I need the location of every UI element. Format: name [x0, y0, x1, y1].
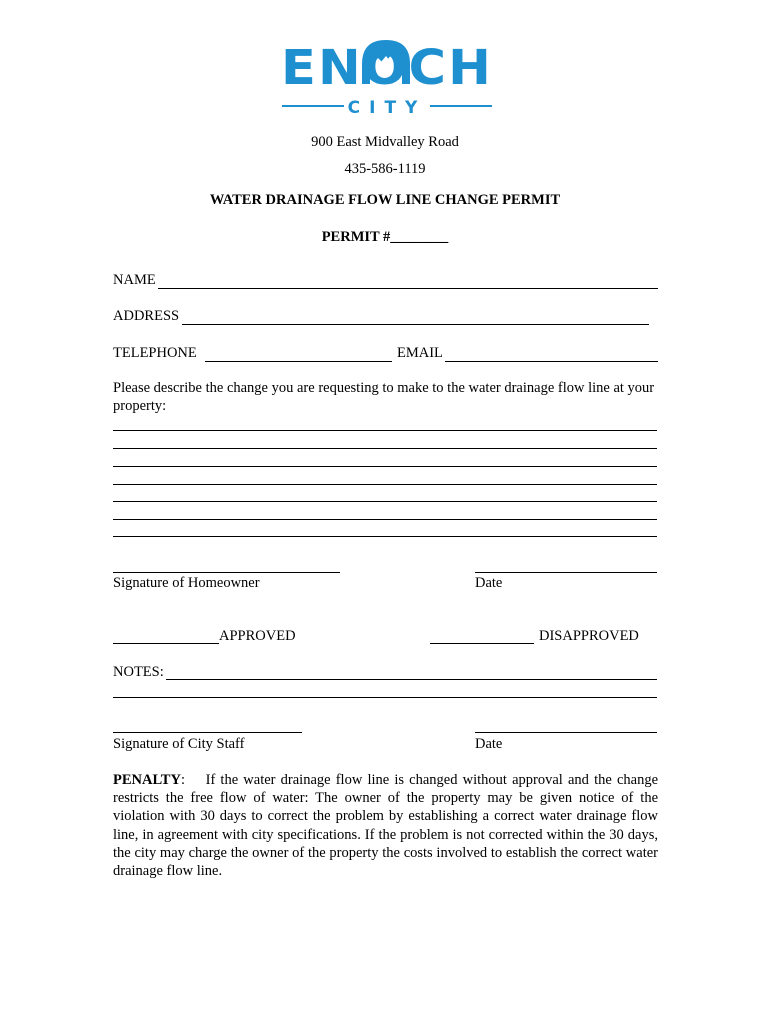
logo-word-top: ENOCH — [281, 40, 493, 96]
email-line[interactable] — [445, 361, 658, 362]
description-line[interactable] — [113, 430, 657, 431]
logo-graphic — [278, 34, 496, 118]
penalty-text: If the water drainage flow line is changed without approval and the change restricts the free flow of water: The owner of the property may be given notice of the violation with 30 days to correct the problem by establishing a correct water drainage flow line, in agreement with city specifications. If the problem is not corrected within the 30 days, the city may charge the owner of the property the costs involved to establish the correct water drainage flow line. — [113, 772, 659, 880]
homeowner-signature-line[interactable] — [113, 572, 340, 573]
approved-line[interactable] — [113, 643, 219, 644]
description-line[interactable] — [113, 536, 657, 537]
penalty-heading: PENALTY — [113, 772, 181, 788]
address-field[interactable] — [113, 308, 658, 328]
phone-line: 435-586-1119 — [344, 161, 426, 177]
approved-label: APPROVED — [219, 628, 296, 644]
description-line[interactable] — [113, 466, 657, 467]
address-line-input[interactable] — [182, 324, 649, 325]
homeowner-signature-label: Signature of Homeowner — [113, 575, 260, 591]
permit-number: PERMIT #________ — [321, 229, 449, 245]
description-prompt: Please describe the change you are requesting to make to the water drainage flow line at your property: — [113, 380, 655, 414]
logo-word-bottom: CITY — [347, 98, 427, 118]
enoch-city-logo — [278, 34, 496, 118]
telephone-label: TELEPHONE — [113, 345, 197, 361]
staff-date-label: Date — [475, 736, 503, 752]
email-label: EMAIL — [397, 345, 443, 361]
description-line[interactable] — [113, 484, 657, 485]
description-line[interactable] — [113, 448, 657, 449]
notes-line[interactable] — [166, 679, 657, 680]
address-line: 900 East Midvalley Road — [311, 134, 459, 150]
disapproved-label: DISAPPROVED — [539, 628, 639, 644]
penalty-paragraph: PENALTY: If the water drainage flow line is changed without approval and the change restricts the free flow of water: The owner of the property may be given notice of the violation with 30 days to correct the problem by establishing a correct water drainage flow line, in agreement with city specifications. If the problem is not corrected within the 30 days, the city may charge the owner of the property the costs involved to establish the correct water drainage flow line. — [113, 772, 659, 880]
contact-field[interactable] — [113, 345, 658, 365]
page-title: WATER DRAINAGE FLOW LINE CHANGE PERMIT — [209, 192, 561, 208]
staff-date-line[interactable] — [475, 732, 657, 733]
notes-label: NOTES: — [113, 664, 164, 680]
description-line[interactable] — [113, 501, 657, 502]
disapproved-line[interactable] — [430, 643, 534, 644]
address-label: ADDRESS — [113, 308, 180, 324]
name-field[interactable] — [113, 272, 658, 292]
homeowner-date-line[interactable] — [475, 572, 657, 573]
name-label: NAME — [113, 272, 156, 288]
notes-line[interactable] — [113, 697, 657, 698]
staff-signature-line[interactable] — [113, 732, 302, 733]
name-line[interactable] — [158, 288, 658, 289]
staff-signature-label: Signature of City Staff — [113, 736, 245, 752]
description-line[interactable] — [113, 519, 657, 520]
homeowner-date-label: Date — [475, 575, 503, 591]
telephone-line[interactable] — [205, 361, 392, 362]
